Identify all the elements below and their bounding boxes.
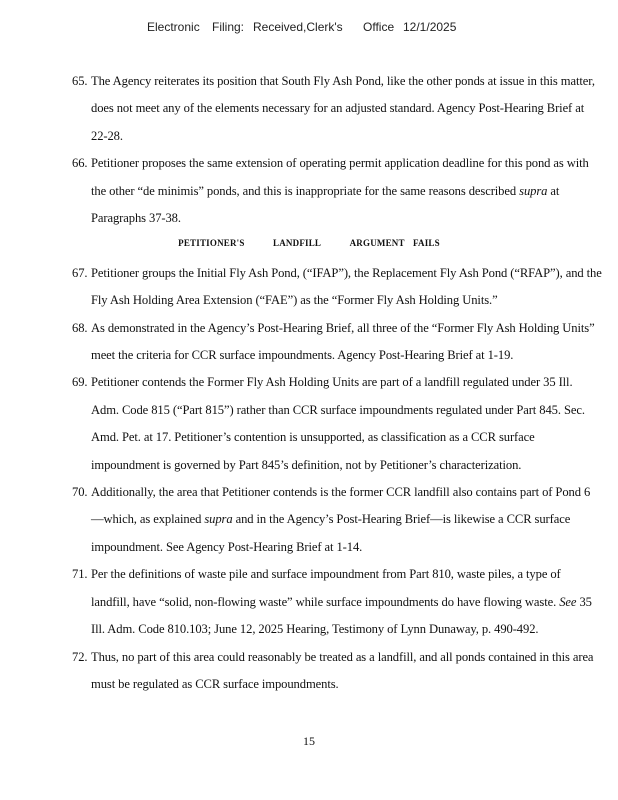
heading-word-petitioners: PETITIONER'S: [178, 238, 245, 248]
paragraph-number: 69.: [72, 375, 88, 390]
paragraph-67: [72, 260, 602, 315]
paragraph-text: Petitioner groups the Initial Fly Ash Pond, (“IFAP”), the Replacement Fly Ash Pond (“RFAP”), and the Fly Ash Holding Area Extension (“FAE”) as the “Former Fly Ash Holding Units.”: [91, 265, 602, 308]
paragraph-number: 68.: [72, 320, 88, 335]
paragraph-71: [72, 561, 602, 643]
heading-word-argument-fails: ARGUMENT FAILS: [349, 238, 440, 248]
paragraph-number: 72.: [72, 649, 88, 664]
paragraph-text: Petitioner proposes the same extension of operating permit application deadline for this pond as with the other “de minimis” ponds, and this is inappropriate for the same reasons described: [91, 156, 589, 198]
header-received: Received,Clerk's: [253, 20, 343, 34]
paragraph-text: Petitioner contends the Former Fly Ash Holding Units are part of a landfill regulated under 35 Ill. Adm. Code 815 (“Part 815”) rather than CCR surface impoundments regulated under Part 845. Sec. Amd. Pet. at 17. Petitioner’s contention is unsupported, as classification as a CCR surface impoundment is governed by Part 845’s definition, not by Petitioner’s characterization.: [91, 375, 585, 472]
paragraph-69: [72, 369, 602, 479]
paragraph-number: 65.: [72, 74, 88, 88]
paragraph-68: [72, 315, 602, 370]
paragraph-text-cont: and in the Agency’s Post-Hearing Brief—is likewise a CCR surface impoundment. See Agency Post-Hearing Brief at 1-14.: [91, 512, 571, 554]
paragraph-number: 71.: [72, 567, 88, 582]
header-date: 12/1/2025: [403, 20, 457, 34]
paragraph-text: Thus, no part of this area could reasonably be treated as a landfill, and all ponds contained in this area must be regulated as CCR surface impoundments.: [91, 649, 594, 691]
paragraph-text: As demonstrated in the Agency’s Post-Hearing Brief, all three of the “Former Fly Ash Holding Units” meet the criteria for CCR surface impoundments. Agency Post-Hearing Brief at 1-19.: [91, 320, 595, 363]
paragraph-text: The Agency reiterates its position that South Fly Ash Pond, like the other ponds at issue in this matter, does not meet any of the elements necessary for an adjusted standard. Agency Post-Hearing Brief at 22-28.: [91, 74, 595, 143]
header-office: Office: [363, 20, 395, 34]
paragraph-72: [72, 644, 602, 699]
paragraph-66: [72, 150, 602, 232]
paragraph-number: 67.: [72, 265, 88, 280]
paragraph-text-cont: at Paragraphs 37-38.: [91, 183, 560, 226]
paragraph-text-cont: 35 Ill. Adm. Code 810.103; June 12, 2025 Hearing, Testimony of Lynn Dunaway, p. 490-492.: [91, 594, 592, 637]
header-electronic: Electronic: [147, 20, 200, 34]
paragraph-italic: See: [559, 594, 577, 609]
paragraph-text: Per the definitions of waste pile and surface impoundment from Part 810, waste piles, a type of landfill, have “solid, non-flowing waste” while surface impoundments do have flowing waste.: [91, 567, 561, 609]
paragraph-65: [72, 68, 602, 150]
header-filing: Filing:: [212, 20, 245, 34]
paragraph-italic: supra: [204, 512, 233, 527]
section-heading: [0, 238, 618, 248]
document-body: [72, 68, 602, 698]
paragraph-italic: supra: [519, 183, 548, 198]
page-number: 15: [303, 734, 315, 748]
paragraph-number: 70.: [72, 485, 88, 500]
heading-word-landfill: LANDFILL: [273, 238, 322, 248]
paragraph-number: 66.: [72, 156, 88, 171]
paragraph-70: [72, 479, 602, 561]
paragraph-text: Additionally, the area that Petitioner contends is the former CCR landfill also contains part of Pond 6—which, as explained: [91, 485, 591, 527]
